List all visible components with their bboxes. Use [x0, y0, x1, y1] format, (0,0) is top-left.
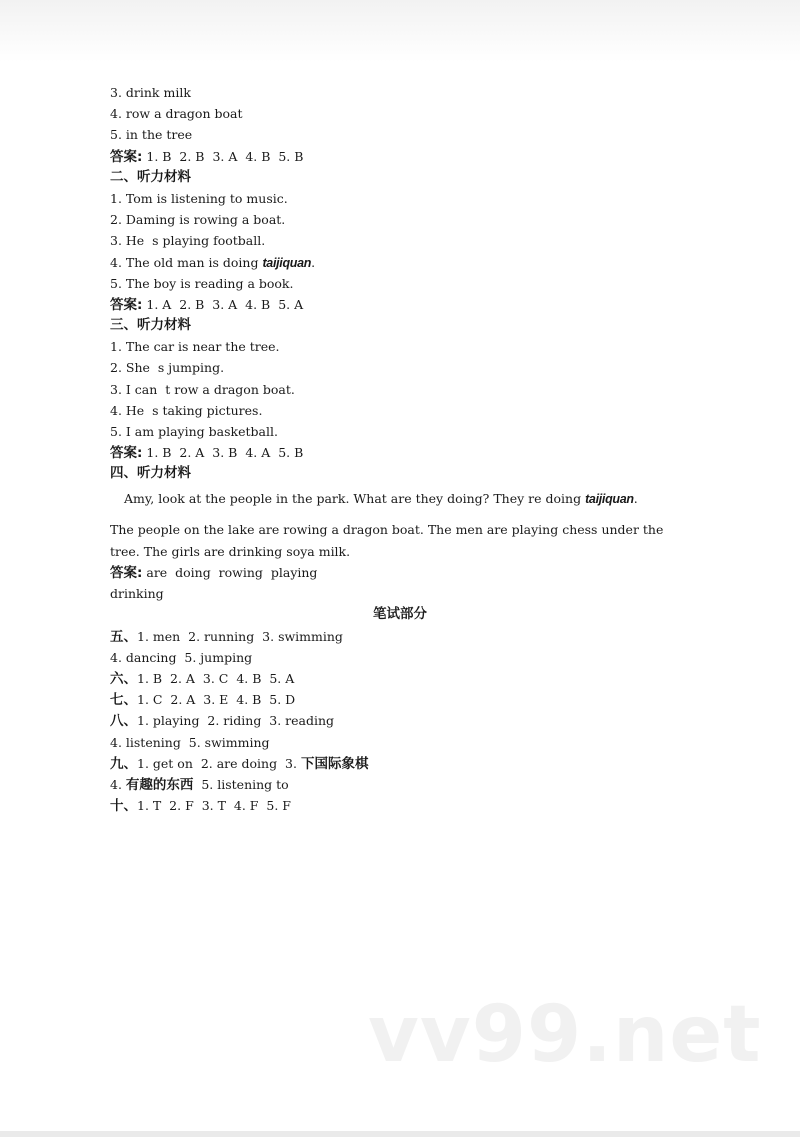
s2-line-3: 3. He s playing football.: [110, 233, 266, 249]
s1-answer: 1. B 2. B 3. A 4. B 5. B: [142, 148, 304, 164]
s9-label: 九、: [110, 755, 137, 772]
s2-line-4-period: .: [311, 254, 316, 270]
s2-line-4-text: 4. The old man is doing: [110, 254, 263, 270]
section-3-title: 三、听力材料: [110, 317, 191, 334]
s2-line-1: 1. Tom is listening to music.: [110, 190, 288, 206]
s3-line-5: 5. I am playing basketball.: [110, 424, 278, 439]
s1-answer-row: [110, 146, 690, 167]
s1-line-3: 3. drink milk: [110, 85, 191, 100]
s6-row: [110, 668, 690, 689]
s4-answer-continued: drinking: [110, 586, 164, 602]
s3-answer-row: [110, 442, 690, 463]
s8-label: 八、: [110, 713, 137, 730]
s10-row: [110, 795, 690, 816]
answer-page: [110, 82, 690, 816]
s1-line-4: 4. row a dragon boat: [110, 106, 243, 122]
section-2-title: 二、听力材料: [110, 168, 191, 185]
s10-label: 十、: [110, 798, 137, 815]
taijiquan-term: taijiquan: [262, 255, 312, 270]
s2-line-2: 2. Daming is rowing a boat.: [110, 212, 286, 228]
section-4-title: 四、听力材料: [110, 465, 191, 482]
s5-row-2: 4. dancing 5. jumping: [110, 649, 253, 665]
s9-line-2-prefix: 4.: [110, 776, 126, 792]
watermark: vv99.net: [368, 990, 762, 1080]
s6-line: 1. B 2. A 3. C 4. B 5. A: [137, 671, 295, 686]
s9-row-2: [110, 774, 690, 795]
s9-line-1-en: 1. get on 2. are doing 3.: [137, 755, 301, 771]
s3-answer: 1. B 2. A 3. B 4. A 5. B: [142, 445, 304, 461]
s3-line-1: 1. The car is near the tree.: [110, 339, 280, 355]
answer-label: 答案:: [110, 565, 143, 582]
s6-label: 六、: [110, 671, 137, 687]
bottom-shadow-bar: [0, 1131, 800, 1137]
s7-label: 七、: [110, 692, 137, 709]
s5-line-1: 1. men 2. running 3. swimming: [137, 628, 343, 644]
taijiquan-term: taijiquan: [585, 491, 634, 506]
s9-line-2-en: 5. listening to: [193, 776, 289, 792]
s5-label: 五、: [110, 628, 137, 645]
s2-line-4: [110, 252, 690, 273]
s5-row-1: [110, 626, 690, 647]
s4-paragraph-1-period: .: [633, 490, 638, 506]
s9-line-2-cn: 有趣的东西: [125, 776, 194, 793]
s4-answer: are doing rowing playing: [142, 565, 318, 581]
s2-line-5: 5. The boy is reading a book.: [110, 275, 294, 291]
answer-label: 答案:: [110, 445, 143, 462]
written-part-title: 笔试部分: [373, 606, 427, 623]
s10-line: 1. T 2. F 3. T 4. F 5. F: [137, 798, 291, 814]
s9-line-1-cn: 下国际象棋: [300, 755, 369, 772]
s3-line-3: 3. I can t row a dragon boat.: [110, 381, 295, 397]
answer-label: 答案:: [110, 148, 143, 165]
s7-line: 1. C 2. A 3. E 4. B 5. D: [137, 692, 296, 708]
s2-answer-row: [110, 294, 690, 315]
top-shadow-bar: [0, 0, 800, 62]
s7-row: [110, 689, 690, 710]
s8-line-1: 1. playing 2. riding 3. reading: [137, 713, 335, 729]
s3-line-2: 2. She s jumping.: [110, 360, 225, 376]
s4-paragraph-1: [110, 488, 690, 511]
answer-label: 答案:: [110, 296, 143, 313]
s8-row-1: [110, 710, 690, 731]
s9-row-1: [110, 753, 690, 774]
s3-line-4: 4. He s taking pictures.: [110, 402, 263, 418]
s4-answer-row: [110, 562, 690, 583]
s4-paragraph-1-text: Amy, look at the people in the park. What are they doing? They re doing: [124, 490, 586, 506]
s8-row-2: 4. listening 5. swimming: [110, 734, 270, 750]
s1-line-5: 5. in the tree: [110, 127, 193, 143]
s4-paragraph-2: The people on the lake are rowing a dragon boat. The men are playing chess under the tree. The girls are drinking soya milk.: [110, 522, 664, 559]
s2-answer: 1. A 2. B 3. A 4. B 5. A: [142, 296, 304, 312]
